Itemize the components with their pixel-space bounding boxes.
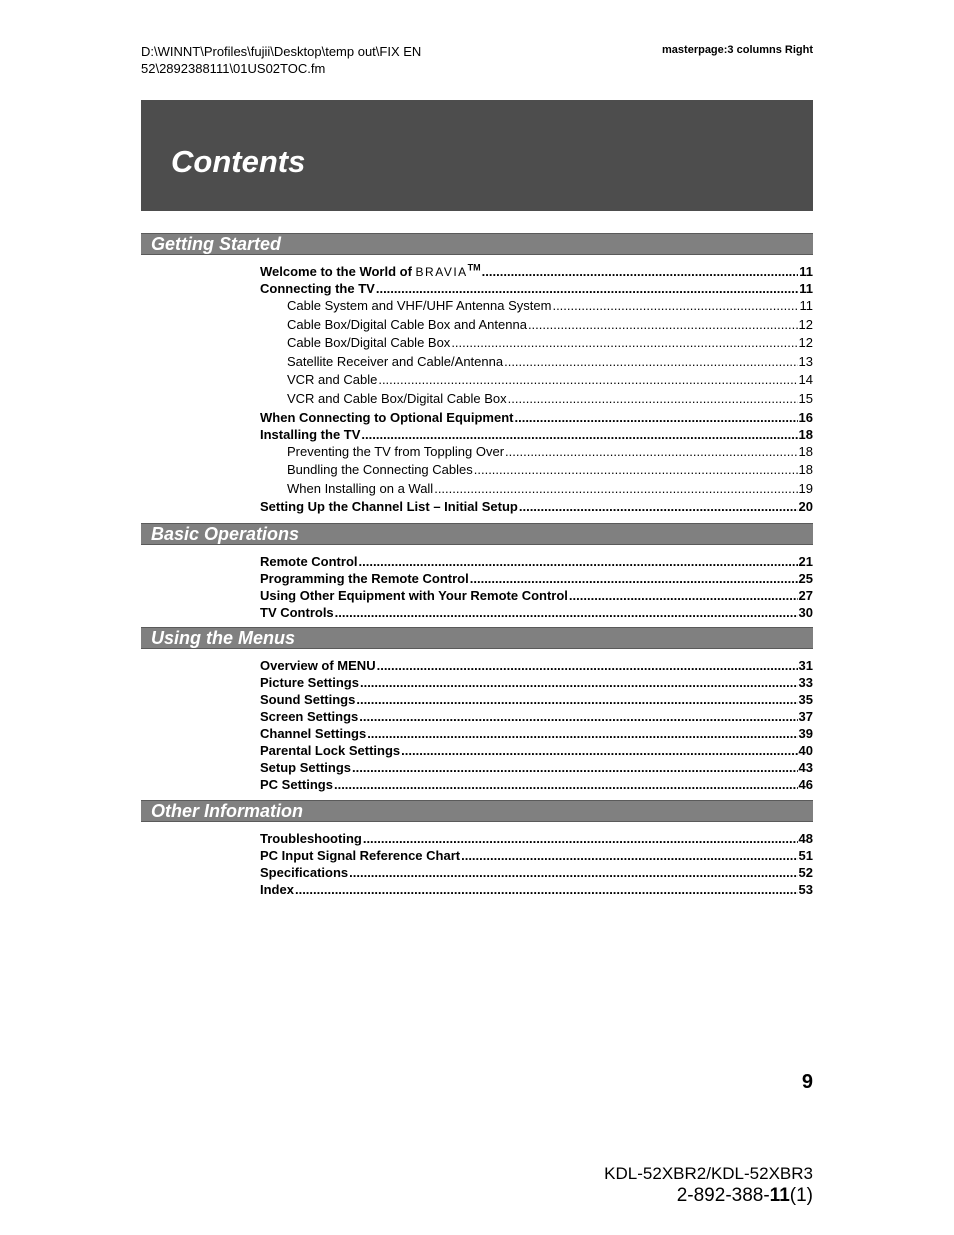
toc-entry-title — [260, 498, 518, 515]
toc-entry-text: Bundling the Connecting Cables — [287, 462, 473, 478]
toc-entry-title — [260, 604, 334, 621]
toc-entry-list — [260, 553, 813, 621]
toc-page-number: 46 — [798, 777, 813, 792]
toc-entry[interactable] — [260, 864, 813, 881]
toc-page-number: 13 — [798, 353, 813, 369]
toc-entry-text: Cable Box/Digital Cable Box and Antenna — [287, 316, 527, 332]
toc-entry[interactable] — [260, 498, 813, 515]
toc-entry-title — [260, 553, 358, 570]
trademark-mark: TM — [467, 262, 481, 273]
toc-entry-text: Cable System and VHF/UHF Antenna System — [287, 298, 552, 313]
dot-leader — [352, 759, 798, 776]
toc-entry-text: Satellite Receiver and Cable/Antenna — [287, 353, 504, 369]
toc-entry[interactable] — [260, 426, 813, 443]
toc-entry-list — [260, 830, 813, 898]
toc-page-number: 33 — [798, 675, 813, 690]
toc-page-number: 15 — [798, 390, 813, 406]
dot-leader — [377, 657, 798, 674]
section-heading: Basic Operations — [141, 523, 813, 545]
toc-entry-text: Screen Settings — [260, 709, 359, 724]
file-path-line-1: D:\WINNT\Profiles\fujii\Desktop\temp out\FIX EN — [141, 44, 422, 59]
toc-entry-text: Picture Settings — [260, 675, 359, 690]
toc-entry-text: VCR and Cable — [287, 372, 378, 388]
toc-entry-title — [287, 297, 551, 316]
toc-entry[interactable] — [260, 316, 813, 335]
toc-page-number: 31 — [798, 658, 813, 673]
dot-leader — [376, 280, 798, 297]
toc-entry-title — [287, 334, 450, 353]
toc-entry[interactable] — [260, 461, 813, 480]
toc-entry-title — [260, 847, 460, 864]
dot-leader — [474, 461, 798, 480]
toc-entry-text: Channel Settings — [260, 726, 367, 741]
toc-entry-title — [287, 316, 527, 335]
toc-entry[interactable] — [260, 759, 813, 776]
toc-section — [141, 523, 813, 621]
code-prefix: 2-892-388- — [676, 1185, 770, 1206]
dot-leader — [378, 371, 797, 390]
toc-entry-title — [260, 570, 469, 587]
toc-page-number: 21 — [798, 554, 813, 569]
toc-section — [141, 627, 813, 793]
dot-leader — [528, 316, 798, 335]
dot-leader — [451, 334, 797, 353]
dot-leader — [363, 830, 798, 847]
toc-entry-title — [260, 776, 333, 793]
toc-entry-text: Specifications — [260, 865, 349, 880]
toc-page-number: 11 — [799, 281, 813, 296]
toc-page-number: 51 — [798, 848, 813, 863]
toc-entry[interactable] — [260, 334, 813, 353]
toc-entry[interactable] — [260, 657, 813, 674]
toc-page-number: 20 — [798, 499, 813, 515]
toc-page-number: 18 — [798, 443, 813, 459]
toc-entry-title — [260, 881, 294, 898]
toc-entry-text: PC Input Signal Reference Chart — [260, 848, 461, 863]
toc-entry-text: TV Controls — [260, 605, 334, 620]
toc-page-number: 40 — [798, 743, 813, 758]
toc-page-number: 18 — [798, 426, 813, 442]
toc-page-number: 37 — [798, 709, 813, 724]
toc-entry[interactable] — [260, 587, 813, 604]
toc-page-number: 39 — [798, 726, 813, 741]
toc-entry-title — [260, 587, 568, 604]
toc-entry-title — [260, 691, 355, 708]
dot-leader — [361, 426, 797, 443]
dot-leader — [482, 263, 799, 280]
toc-entry-title — [260, 280, 375, 297]
dot-leader — [470, 570, 798, 587]
toc-entry-title — [260, 864, 348, 881]
toc-page-number: 48 — [798, 831, 813, 846]
toc-page-number: 11 — [799, 264, 813, 279]
toc-entry[interactable] — [260, 371, 813, 390]
dot-leader — [461, 847, 797, 864]
page-number: 9 — [801, 1071, 813, 1093]
toc-page-number: 18 — [798, 462, 813, 478]
toc-page-number: 43 — [798, 760, 813, 775]
toc-entry-text: Installing the TV — [260, 426, 361, 442]
toc-entry-text: PC Settings — [260, 777, 333, 792]
toc-entry-text: Connecting the TV — [260, 281, 375, 296]
dot-leader — [434, 480, 797, 499]
toc-entry-title — [260, 674, 359, 691]
dot-leader — [504, 353, 797, 372]
toc-entry[interactable] — [260, 280, 813, 297]
toc-entry[interactable] — [260, 881, 813, 898]
toc-entry-title — [260, 759, 351, 776]
toc-entry[interactable] — [260, 776, 813, 793]
toc-entry[interactable] — [260, 263, 813, 280]
model-number: KDL-52XBR2/KDL-52XBR3 — [604, 1164, 813, 1183]
toc-page-number: 30 — [798, 605, 813, 620]
dot-leader — [360, 674, 798, 691]
masterpage-label: masterpage:3 columns Right — [662, 44, 813, 56]
document-code — [604, 1184, 813, 1207]
file-path-line-2: 52\2892388111\01US02TOC.fm — [141, 61, 326, 76]
dot-leader — [508, 390, 798, 409]
toc-page-number: 11 — [799, 298, 813, 313]
toc-entry-list — [260, 263, 813, 515]
toc-entry[interactable] — [260, 553, 813, 570]
toc-entry-text: Sound Settings — [260, 692, 356, 707]
dot-leader — [505, 443, 798, 462]
toc-entry-text: Preventing the TV from Toppling Over — [287, 443, 505, 459]
toc-page-number: 12 — [798, 335, 813, 351]
toc-entry-title — [287, 390, 507, 409]
dot-leader — [356, 691, 797, 708]
section-heading: Getting Started — [141, 233, 813, 255]
dot-leader — [335, 604, 798, 621]
dot-leader — [349, 864, 797, 881]
toc-entry-text: Setup Settings — [260, 760, 352, 775]
toc-entry-title — [260, 409, 513, 426]
dot-leader — [401, 742, 797, 759]
code-suffix: (1) — [789, 1185, 813, 1206]
toc-page-number: 25 — [798, 571, 813, 586]
dot-leader — [367, 725, 797, 742]
toc-page-number: 27 — [798, 588, 813, 603]
toc-entry-text: Programming the Remote Control — [260, 571, 469, 586]
toc-entry-text: When Connecting to Optional Equipment — [260, 409, 514, 425]
toc-page-number: 16 — [798, 409, 813, 425]
toc-section — [141, 800, 813, 898]
toc-entry[interactable] — [260, 443, 813, 462]
toc-entry-title — [287, 461, 473, 480]
toc-entry-text: When Installing on a Wall — [287, 480, 434, 496]
section-heading: Other Information — [141, 800, 813, 822]
toc-page-number: 52 — [798, 865, 813, 880]
dot-leader — [514, 409, 797, 426]
toc-entry-text: Overview of MENU — [260, 658, 376, 673]
toc-entry-title — [260, 657, 376, 674]
toc-entry[interactable] — [260, 674, 813, 691]
code-bold: 11 — [769, 1185, 790, 1206]
toc-entry-text: Cable Box/Digital Cable Box — [287, 335, 451, 351]
toc-entry-title — [260, 263, 481, 281]
toc-entry-title — [260, 708, 358, 725]
toc-entry[interactable] — [260, 390, 813, 409]
toc-entry[interactable] — [260, 742, 813, 759]
toc-entry-text: Remote Control — [260, 554, 358, 569]
dot-leader — [334, 776, 798, 793]
dot-leader — [359, 708, 797, 725]
toc-entry[interactable] — [260, 570, 813, 587]
toc-entry[interactable] — [260, 409, 813, 426]
toc-entry[interactable] — [260, 830, 813, 847]
dot-leader — [295, 881, 798, 898]
toc-entry-title — [260, 725, 366, 742]
toc-entry-title — [287, 371, 377, 390]
toc-entry[interactable] — [260, 480, 813, 499]
toc-page-number: 19 — [798, 480, 813, 496]
toc-entry-title — [260, 830, 362, 847]
file-path-header — [141, 43, 501, 77]
toc-entry-text: Troubleshooting — [260, 831, 362, 846]
toc-entry-title — [260, 742, 400, 759]
toc-page-number: 12 — [798, 316, 813, 332]
toc-entry[interactable] — [260, 691, 813, 708]
toc-entry-title — [260, 426, 360, 443]
toc-entry-text: VCR and Cable Box/Digital Cable Box — [287, 390, 507, 406]
toc-entry[interactable] — [260, 353, 813, 372]
toc-entry-title — [287, 480, 433, 499]
toc-entry[interactable] — [260, 725, 813, 742]
toc-entry-text: Index — [260, 882, 294, 897]
toc-page-number: 53 — [798, 882, 813, 897]
dot-leader — [569, 587, 798, 604]
toc-section — [141, 233, 813, 515]
dot-leader — [519, 498, 798, 515]
contents-title-banner — [141, 100, 813, 211]
toc-entry[interactable] — [260, 297, 813, 316]
dot-leader — [359, 553, 798, 570]
toc-entry-text: Using Other Equipment with Your Remote Control — [260, 588, 568, 603]
toc-entry-text: Welcome to the World of — [260, 264, 412, 279]
section-heading: Using the Menus — [141, 627, 813, 649]
toc-entry-list — [260, 657, 813, 793]
toc-page-number: 14 — [798, 372, 813, 388]
toc-entry-title — [287, 353, 503, 372]
bravia-logo-text: BRAVIA — [415, 265, 468, 279]
toc-entry[interactable] — [260, 847, 813, 864]
toc-entry[interactable] — [260, 604, 813, 621]
dot-leader — [552, 297, 798, 316]
page-title: Contents — [171, 144, 306, 179]
toc-entry[interactable] — [260, 708, 813, 725]
document-footer — [604, 1163, 813, 1207]
toc-entry-title — [287, 443, 504, 462]
toc-entry-text: Parental Lock Settings — [260, 743, 401, 758]
toc-entry-text: Setting Up the Channel List – Initial Setup — [260, 499, 518, 515]
toc-page-number: 35 — [798, 692, 813, 707]
